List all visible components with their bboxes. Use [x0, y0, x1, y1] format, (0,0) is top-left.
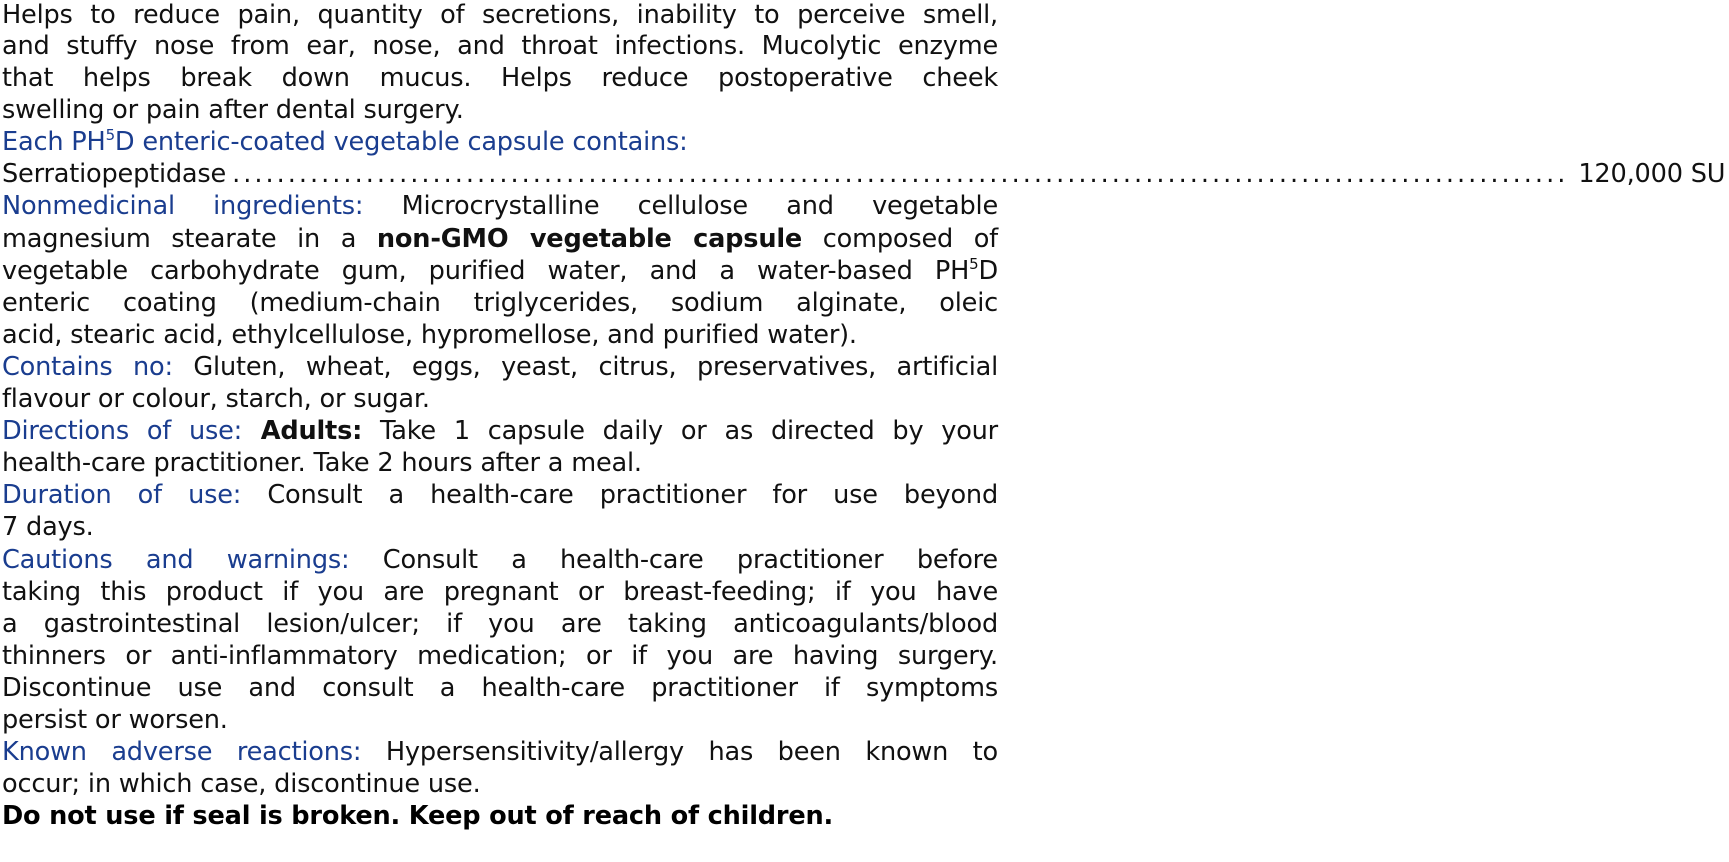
nonmedicinal-line: enteric coating (medium-chain triglycerides, sodium alginate, oleic — [2, 287, 998, 318]
nonmedicinal-line — [2, 223, 998, 255]
ingredient-row — [2, 158, 1726, 190]
duration-line — [2, 479, 998, 511]
body-text: vegetable carbohydrate gum, purified water, and a water-based PH — [2, 255, 970, 286]
adverse-line: occur; in which case, discontinue use. — [2, 769, 481, 800]
body-text: Consult a health-care practitioner for use beyond — [241, 480, 998, 511]
heading-text: D enteric-coated vegetable capsule contains: — [114, 127, 688, 158]
cautions-line: thinners or anti-inflammatory medication; or if you are having surgery. — [2, 640, 998, 671]
body-text: magnesium stearate in a — [2, 223, 377, 254]
dot-leader: ........................................................................................................................ — [232, 159, 1569, 190]
superscript: 5 — [105, 126, 115, 145]
contains-no-line — [2, 351, 998, 383]
adverse-section — [2, 736, 998, 800]
contains-no-section — [2, 351, 998, 415]
body-text: Microcrystalline cellulose and vegetable — [363, 191, 998, 222]
directions-line: health-care practitioner. Take 2 hours after a meal. — [2, 448, 642, 479]
nonmedicinal-heading: Nonmedicinal ingredients: — [2, 191, 364, 222]
heading-text: Each PH — [2, 127, 106, 158]
body-text: Hypersensitivity/allergy has been known to — [361, 737, 998, 768]
adults-label: Adults: — [242, 416, 363, 447]
cautions-line: a gastrointestinal lesion/ulcer; if you are taking anticoagulants/blood — [2, 608, 998, 639]
safety-warning: Do not use if seal is broken. Keep out of reach of children. — [2, 801, 834, 832]
intro-line: swelling or pain after dental surgery. — [2, 95, 464, 126]
cautions-line: taking this product if you are pregnant or breast-feeding; if you have — [2, 576, 998, 607]
body-text: Take 1 capsule daily or as directed by your — [362, 416, 999, 447]
adverse-line — [2, 736, 998, 768]
cautions-heading: Cautions and warnings: — [2, 544, 350, 575]
nonmedicinal-section — [2, 190, 998, 350]
body-text: composed of — [802, 223, 998, 254]
body-text: Gluten, wheat, eggs, yeast, citrus, preservatives, artificial — [172, 351, 999, 382]
intro-line: that helps break down mucus. Helps reduce postoperative cheek — [2, 63, 998, 94]
duration-heading: Duration of use: — [2, 480, 242, 511]
directions-section — [2, 415, 998, 479]
ingredient-amount: 120,000 SU — [1578, 159, 1726, 190]
body-text: D — [978, 255, 998, 286]
cautions-section — [2, 544, 998, 737]
body-text: Consult a health-care practitioner before — [349, 544, 998, 575]
ingredient-name: Serratiopeptidase — [2, 159, 227, 190]
duration-section — [2, 479, 998, 543]
cautions-line — [2, 544, 998, 576]
contains-no-line: flavour or colour, starch, or sugar. — [2, 384, 430, 415]
nonmedicinal-line — [2, 255, 998, 287]
medicinal-section — [2, 126, 1726, 190]
capsule-emphasis: non-GMO vegetable capsule — [376, 223, 803, 254]
intro-line: Helps to reduce pain, quantity of secretions, inability to perceive smell, — [2, 0, 998, 30]
directions-heading: Directions of use: — [2, 416, 243, 447]
cautions-line: persist or worsen. — [2, 704, 228, 735]
intro-section — [2, 0, 998, 126]
warning-section — [2, 800, 998, 832]
superscript: 5 — [969, 254, 979, 273]
directions-line — [2, 415, 998, 447]
cautions-line: Discontinue use and consult a health-care practitioner if symptoms — [2, 672, 998, 703]
intro-line: and stuffy nose from ear, nose, and throat infections. Mucolytic enzyme — [2, 31, 998, 61]
adverse-heading: Known adverse reactions: — [2, 737, 362, 768]
duration-line: 7 days. — [2, 512, 94, 543]
medicinal-heading — [2, 126, 998, 158]
nonmedicinal-line — [2, 190, 998, 222]
nonmedicinal-line: acid, stearic acid, ethylcellulose, hypromellose, and purified water). — [2, 319, 857, 350]
contains-no-heading: Contains no: — [2, 351, 173, 382]
